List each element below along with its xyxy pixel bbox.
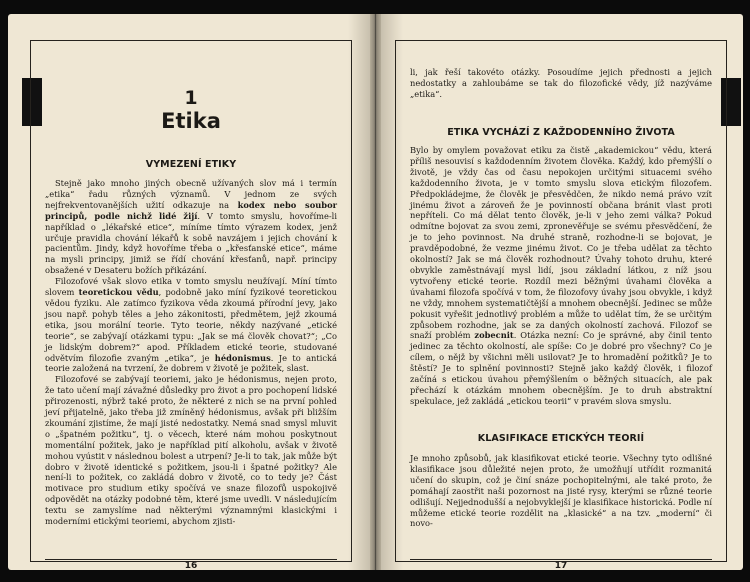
paragraph: li, jak řeší takovéto otázky. Posoudíme jejich přednosti a jejich nedostatky a zahloubáme se tak do filozofické vědy, jíž nazýváme „etika“. [410,67,712,99]
page-number: 17 [554,561,568,570]
left-page-frame [30,40,352,570]
right-body-text-2 [410,453,712,529]
left-body-text [45,178,337,527]
right-page [381,14,743,570]
bold-term: kodex nebo soubor principů, podle nichž lidé žijí [45,199,337,221]
bold-term: zobecnit [474,330,514,341]
page-number: 16 [184,561,198,570]
left-page [8,14,370,570]
text-run: Stejně jako mnoho jiných obecně užívaných slov má i termín „etika“ řadu různých významů. V jednom ze svých nejfrekventovanějších užití odkazuje na [45,178,337,210]
section-title-vymezeni-etiky: VYMEZENÍ ETIKY [145,159,237,170]
bold-term: hédonismus [214,352,271,363]
bold-term: teoretickou vědu [78,287,159,298]
right-intro-text [410,67,712,100]
text-run: , podobně jako míní fyzikové teoretickou vědou fyziku. Ale zatímco fyzikova věda zkoumá přírodní jevy, jako jsou např. pohyb těles a jeho zákonitosti, předmětem, jejž zkoumá etika, jsou morální teorie. Tyto teorie, někdy nazývané „etické teorie“, se zabývají otázkami typu: „Jak se má člověk chovat?“; „Co je lidským dobrem?“ apod. Příkladem etické teorie, studované odvětvím filozofie zvaným „etika“, je [45,287,337,363]
section-title-etika-vychazi: ETIKA VYCHÁZÍ Z KAŽDODENNÍHO ŽIVOTA [447,127,675,138]
text-run: . Je to antická teorie založená na tvrzení, že dobrem v životě je požitek, slast. [45,352,338,374]
right-body-text-1 [410,145,712,407]
text-run: Bylo by omylem považovat etiku za čistě „akademickou“ vědu, která příliš nesouvisí s každodenním životem člověka. Každý, kdo přemýšlí o životě, je vždy čas od času nepokojen určitými situacemi svého každodenního života, je v tomto smyslu slova etickým filozofem. Předpokládejme, že člověk je přesvědčen, že nikdo nemá právo vzít jinému život a zároveň že je povinností občana bránit vlast proti nepříteli. Co má dělat tento člověk, je-li v jeho zemi válka? Pokud odmítne bojovat za svou zemi, zpronevěřuje se svému přesvědčení, že je to jeho povinnost. Na druhé straně, rozhodne-li se bojovat, je pravděpodobné, že vezme jinému život. Co je třeba udělat za těchto okolností? Jak se má člověk rozhodnout? Úvahy tohoto druhu, které obvykle zaměstnávají mysl lidí, jsou základní látkou, z níž jsou vytvořeny etické teorie. Rozdíl mezi běžnými úvahami člověka a úvahami filozofa spočívá v tom, že filozofovy úvahy jsou obvykle, i když ne vždy, mnohem systematičtější a mnohem obecnější. Jedinec se může pokusit vyřešit jednotlivý problém a může to udělat tím, že se určitým způsobem rozhodne, jak se za daných okolností zachová. Filozof se snaží problém [410,145,712,341]
footer-rule [410,559,712,560]
right-page-frame [395,40,727,570]
text-run: . V tomto smyslu, hovoříme-li například o „lékařské etice“, míníme tímto výrazem kodex, jenž určuje pravidla chování lékařů k sobě navzájem i jejich chování k pacientům. Jindy, když hovoříme třeba o „křesťanské etice“, máme na mysli principy, jimiž se řídí chování křesťanů, např. principy obsažené v Desateru božích přikázání. [45,210,337,276]
paragraph [45,178,337,276]
paragraph: Je mnoho způsobů, jak klasifikovat etické teorie. Všechny tyto odlišné klasifikace jsou důležité nejen proto, že umožňují utřídit rozmanitá učení do skupin, což je činí snáze pochopitelnými, ale také proto, že pomáhají zaostřit naši pozornost na jisté rysy, kterými se různé teorie odlišují. Nejjednodušší a nejobvyklejší je klasifikace historická. Podle ní můžeme etické teorie rozdělit na „klasické“ a na tzv. „moderní“ či novo- [410,453,712,529]
paragraph [410,145,712,407]
footer-rule [45,559,337,560]
section-title-klasifikace: KLASIFIKACE ETICKÝCH TEORIÍ [477,433,645,444]
chapter-title: Etika [161,109,221,133]
text-run: Filozofové však slovo etika v tomto smyslu neužívají. Míní tímto slovem [45,276,337,298]
text-run: . Otázka nezní: Co je správné, aby činil tento jedinec za těchto okolností, ale spíše: Co je dobré pro všechny? Co je cílem, o nějž by všichni měli usilovat? Je to hromadění požitků? Je to štěstí? Je to splnění povinnosti? Stejně jako každý člověk, i filozof začíná s etickou úvahou přemýšlením o běžných situacích, ale pak přechází k otázkám mnohem obecnějším. Je to druh abstraktní spekulace, jež zakládá „etickou teorii“ v pravém slova smyslu. [410,330,712,406]
paragraph: Filozofové se zabývají teoriemi, jako je hédonismus, nejen proto, že tato učení mají závažné důsledky pro život a pro pochopení lidské přirozenosti, nýbrž také proto, že některé z nich se na první pohled jeví přijatelně, jako třeba již zmíněný hédonismus, avšak při bližším zkoumání zjistíme, že mají jisté nedostatky. Nemá snad smysl mluvit o „špatném požitku“, tj. o věcech, které nám mohou poskytnout momentální požitek, jako je například pití alkoholu, avšak v životě mohou vyústit v následnou bolest a utrpení? Je-li to tak, jak může být dobro v životě identické s požitkem, jsou-li i špatné požitky? Ale není-li to požitek, co zakládá dobro v životě, co to tedy je? Část motivace pro studium etiky spočívá ve snaze filozofů uspokojivě odpovědět na otázky podobné těm, které jsme uvedli. V následujícím textu se zamyslíme nad některými významnými klasickými i moderními etickými teoriemi, abychom zjisti- [45,374,337,527]
chapter-number: 1 [184,87,198,109]
paragraph [45,276,337,374]
